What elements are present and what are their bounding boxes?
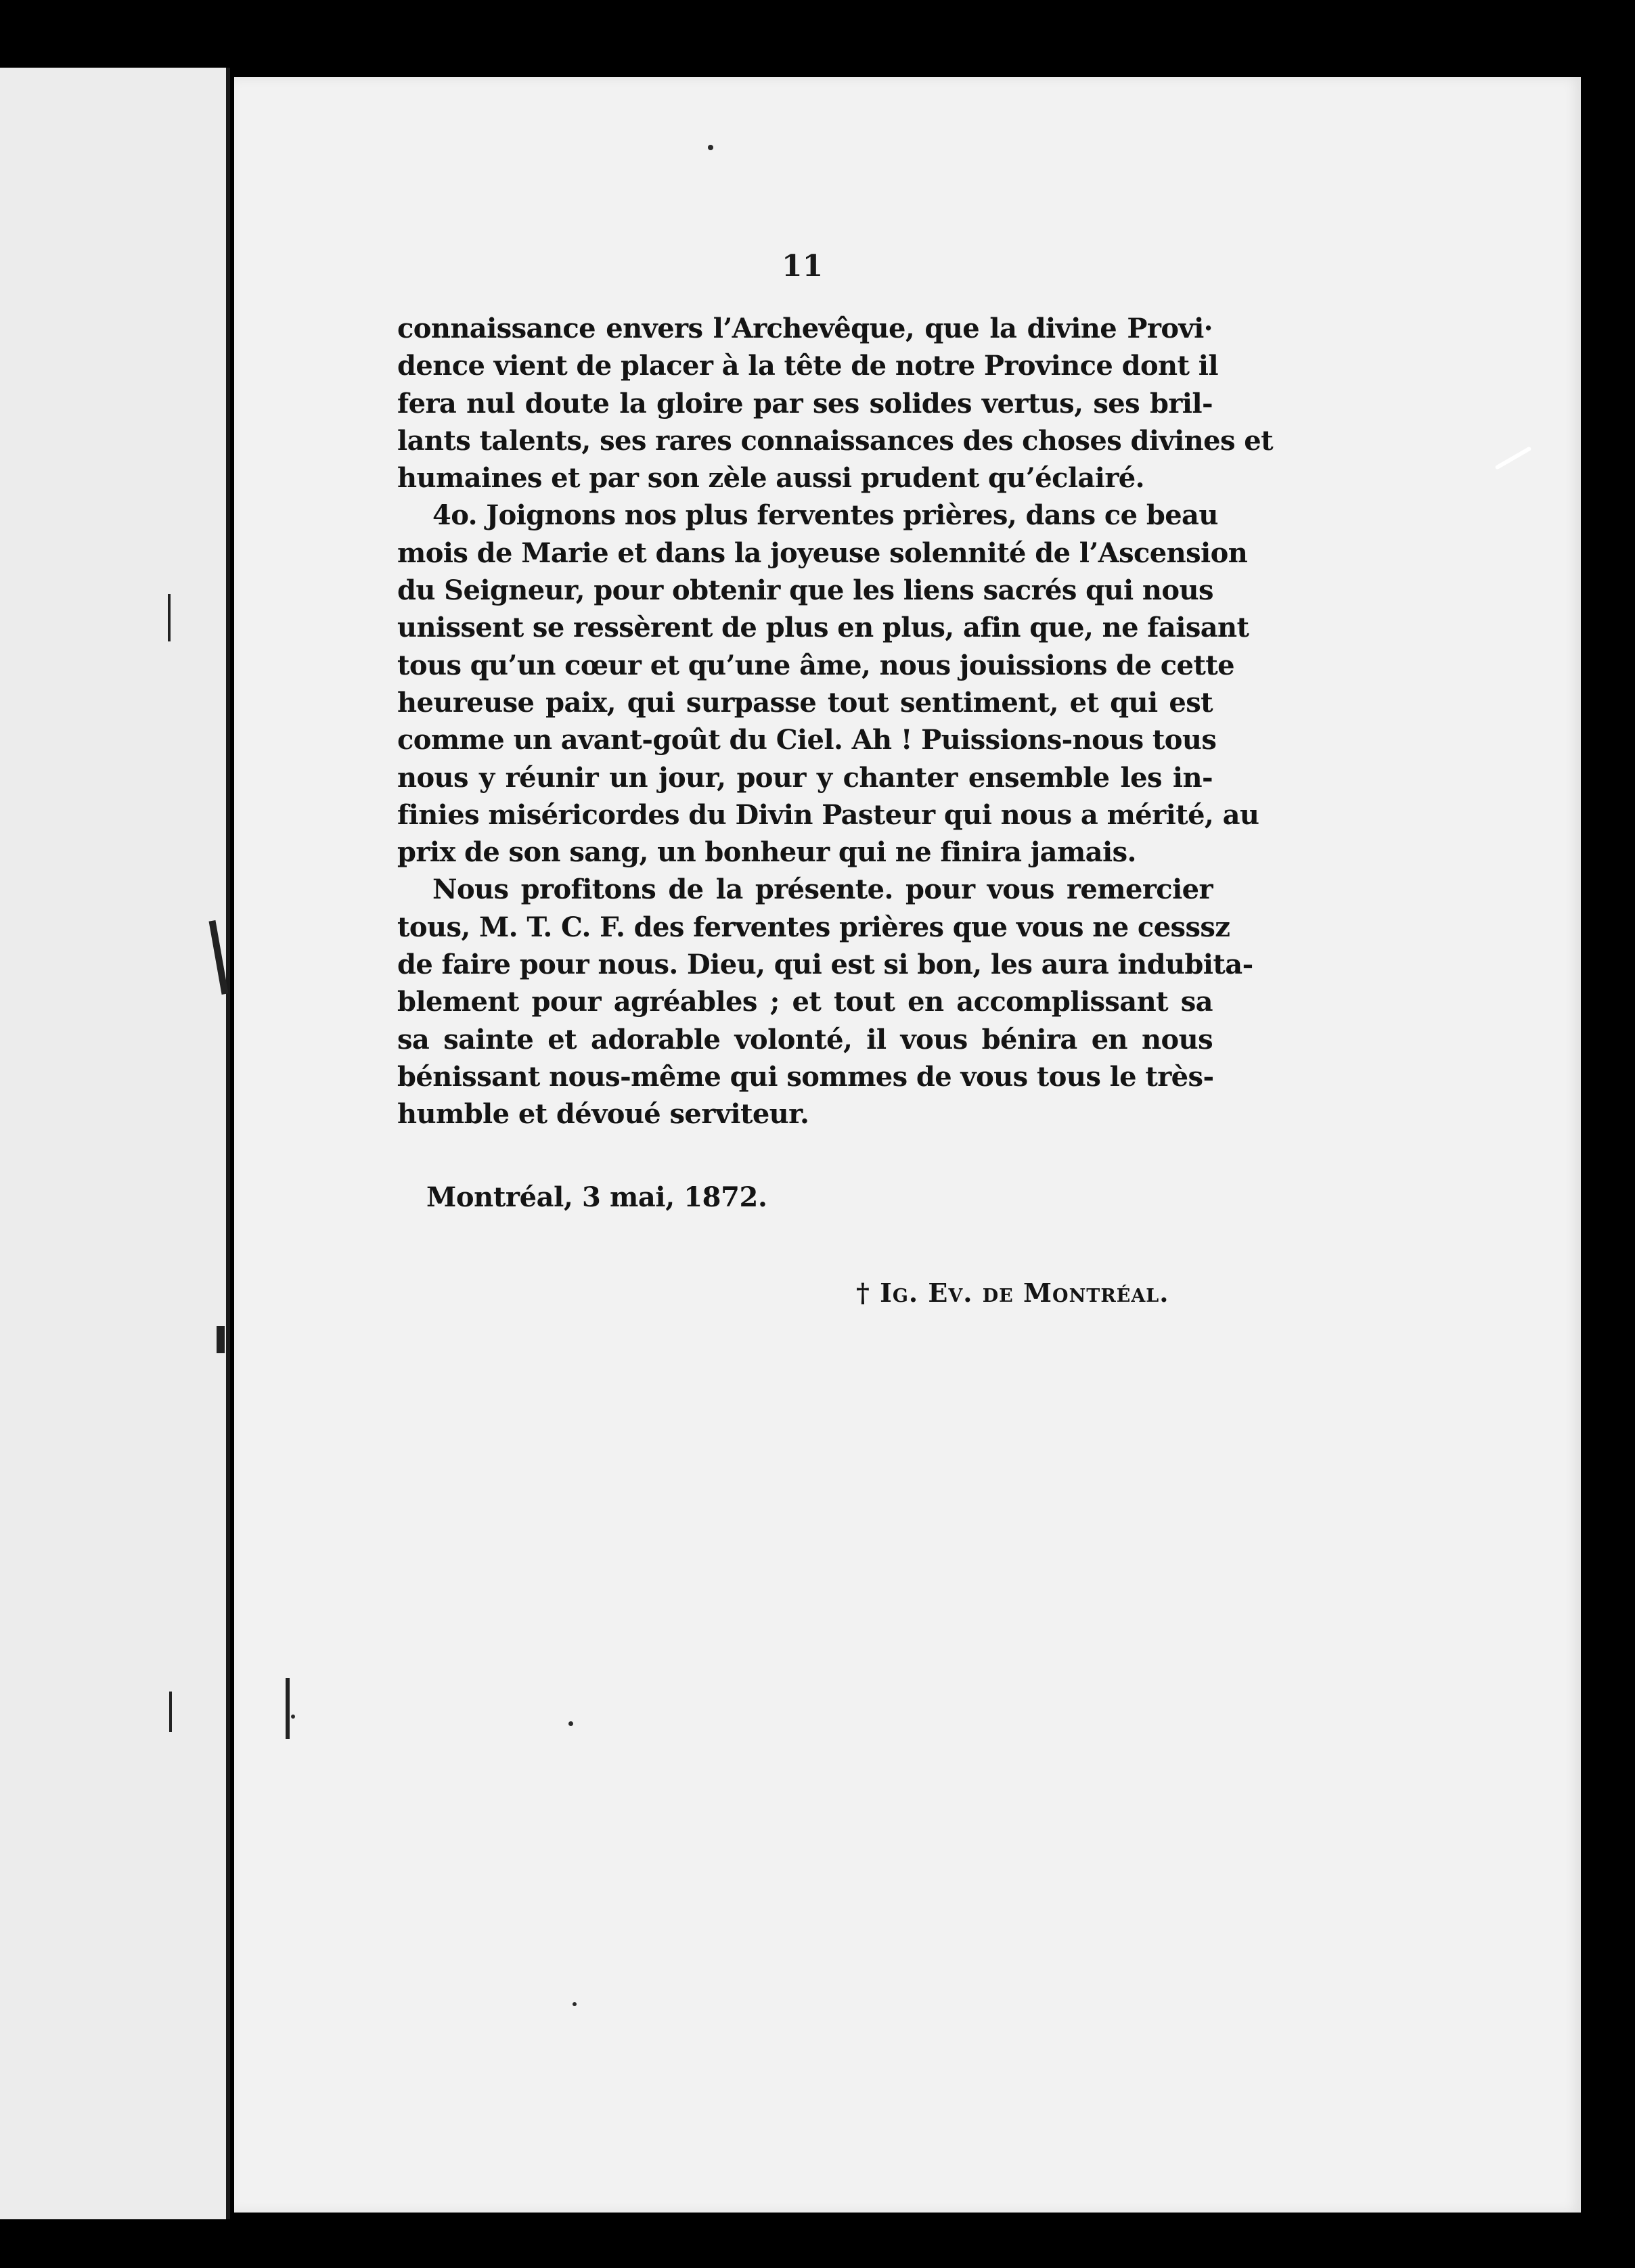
text-line: bénissant nous-même qui sommes de vous tous le très- (397, 1060, 1214, 1093)
text-line: nous y réunir un jour, pour y chanter ensemble les in- (397, 761, 1213, 794)
text-line: de faire pour nous. Dieu, qui est si bon, les aura indubita- (397, 949, 1253, 981)
scan-mark (168, 594, 171, 641)
scan-mark (169, 1692, 172, 1732)
text-line: comme un avant-goût du Ciel. Ah ! Puissions-nous tous (397, 724, 1217, 756)
text-line: tous qu’un cœur et qu’une âme, nous jouissions de cette (397, 649, 1234, 681)
text-line: prix de son sang, un bonheur qui ne finira jamais. (397, 836, 1136, 869)
text-line: dence vient de placer à la tête de notre Province dont il (397, 350, 1218, 382)
scan-mark (209, 920, 229, 995)
text-line: Nous profitons de la présente. pour vous remercier (432, 874, 1213, 906)
page-number: 11 (782, 249, 824, 284)
text-line: mois de Marie et dans la joyeuse solennité de l’Ascension (397, 537, 1248, 569)
text-line: humble et dévoué serviteur. (397, 1098, 809, 1131)
text-line: connaissance envers l’Archevêque, que la divine Provi· (397, 313, 1213, 344)
text-line: lants talents, ses rares connaissances des choses divines et (397, 424, 1273, 457)
scan-speck (1495, 446, 1532, 470)
text-line: tous, M. T. C. F. des ferventes prières que vous ne cesssz (397, 911, 1230, 943)
scan-speck (708, 145, 713, 150)
dateline: Montréal, 3 mai, 1872. (426, 1181, 767, 1213)
text-line: unissent se ressèrent de plus en plus, afin que, ne faisant (397, 612, 1249, 644)
facing-page-edge (0, 68, 230, 2219)
scan-speck (291, 1715, 295, 1719)
scan-mark (286, 1678, 290, 1739)
text-line: fera nul doute la gloire par ses solides vertus, ses bril- (397, 387, 1213, 419)
scan-speck (568, 1721, 573, 1726)
text-line: heureuse paix, qui surpasse tout sentiment, et qui est (397, 686, 1213, 719)
text-line: du Seigneur, pour obtenir que les liens sacrés qui nous (397, 574, 1213, 607)
scan-speck (573, 2002, 577, 2006)
text-line: sa sainte et adorable volonté, il vous bénira en nous (397, 1023, 1213, 1056)
text-line: finies miséricordes du Divin Pasteur qui nous a mérité, au (397, 798, 1259, 831)
body-text (397, 310, 1273, 1133)
text-line: 4o. Joignons nos plus ferventes prières, dans ce beau (432, 499, 1218, 532)
text-line: blement pour agréables ; et tout en accomplissant sa (397, 986, 1213, 1018)
scan-mark (217, 1326, 225, 1353)
text-line: humaines et par son zèle aussi prudent qu’éclairé. (397, 462, 1144, 495)
signature: † Ig. Ev. de Montréal. (856, 1277, 1169, 1308)
